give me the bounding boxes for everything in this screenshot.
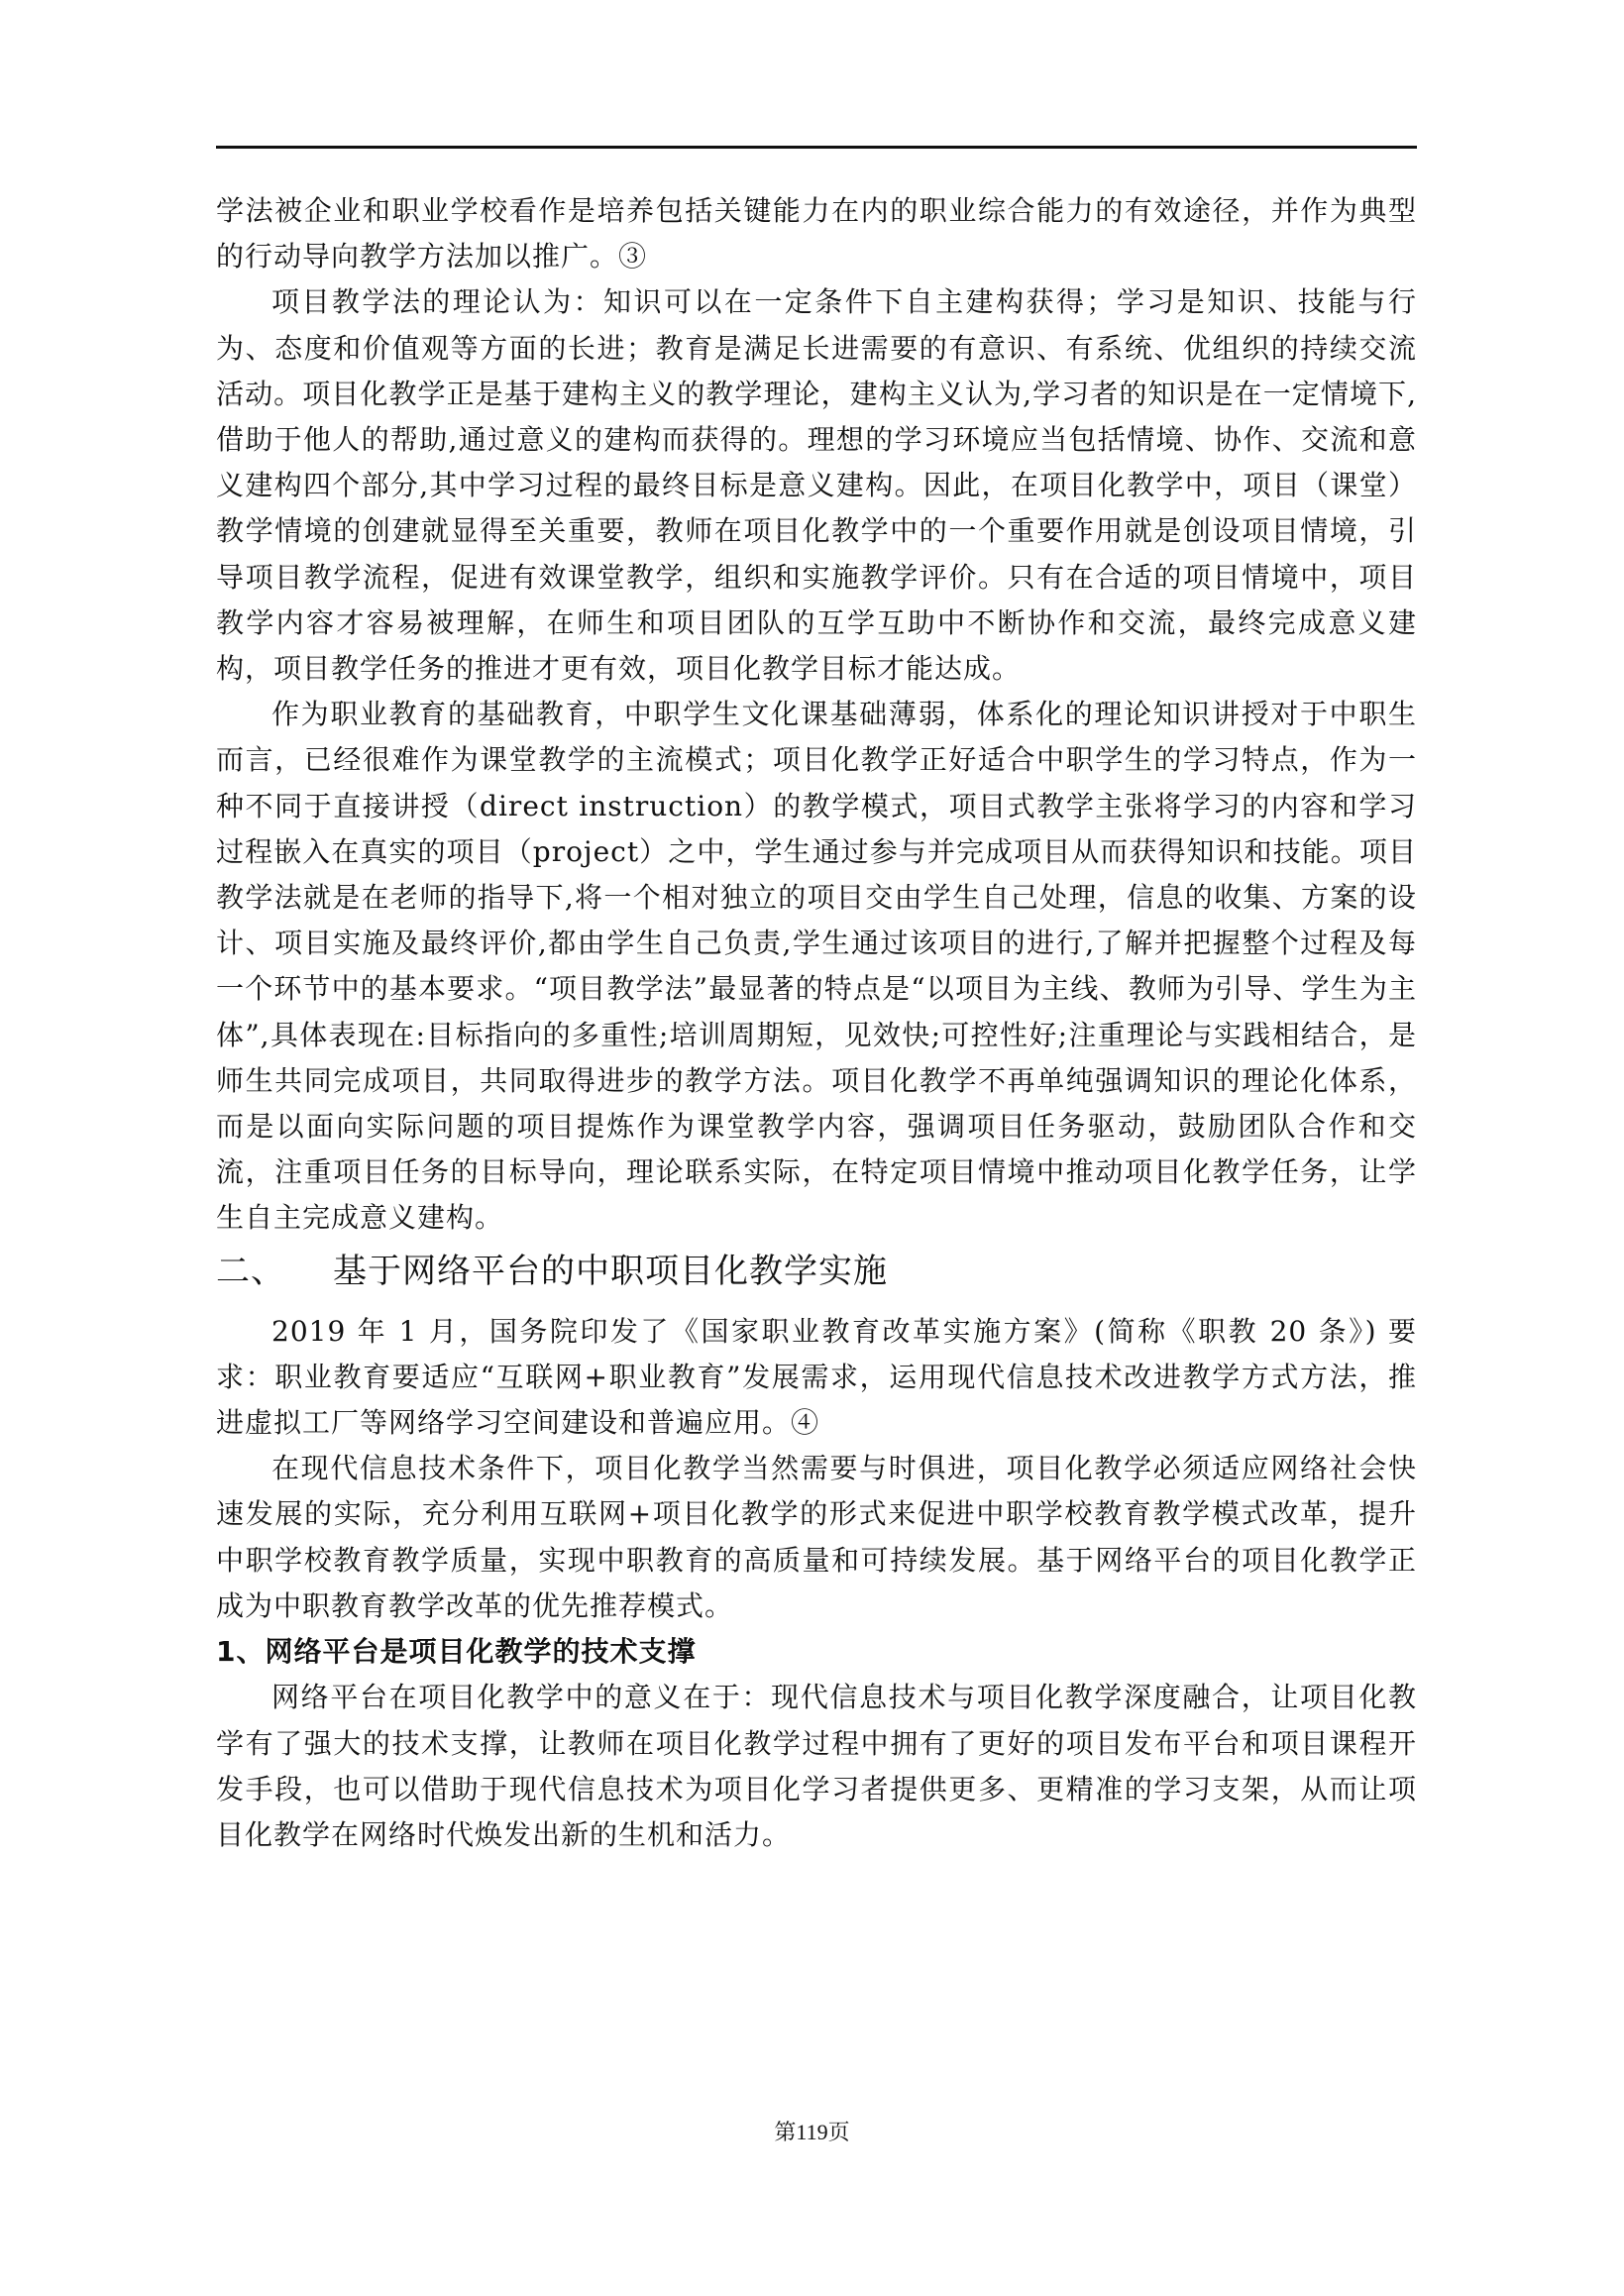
paragraph-modern-tech: 在现代信息技术条件下，项目化教学当然需要与时俱进，项目化教学必须适应网络社会快速发展的实际，充分利用互联网+项目化教学的形式来促进中职学校教育教学模式改革，提升中职学校教育教学质量，实现中职教育的高质量和可持续发展。基于网络平台的项目化教学正成为中职教育教学改革的优先推荐模式。	[216, 1452, 1417, 1622]
paragraph-policy: 2019 年 1 月，国务院印发了《国家职业教育改革实施方案》(简称《职教 20 条》) 要求：职业教育要适应“互联网+职业教育”发展需求，运用现代信息技术改进教学方式方法，推进虚拟工厂等网络学习空间建设和普遍应用。④	[216, 1314, 1417, 1440]
section-title: 基于网络平台的中职项目化教学实施	[333, 1251, 888, 1291]
subsection-heading: 1、网络平台是项目化教学的技术支撑	[216, 1635, 697, 1669]
page-number: 第119页	[774, 2120, 850, 2144]
header-rule	[216, 146, 1417, 149]
section-heading	[216, 1248, 1417, 1295]
paragraph-vocational: 作为职业教育的基础教育，中职学生文化课基础薄弱，体系化的理论知识讲授对于中职生而言，已经很难作为课堂教学的主流模式；项目化教学正好适合中职学生的学习特点，作为一种不同于直接讲授（direct instruction）的教学模式，项目式教学主张将学习的内容和学习过程嵌入在真实的项目（project）之中，学生通过参与并完成项目从而获得知识和技能。项目教学法就是在老师的指导下,将一个相对独立的项目交由学生自己处理，信息的收集、方案的设计、项目实施及最终评价,都由学生自己负责,学生通过该项目的进行,了解并把握整个过程及每一个环节中的基本要求。“项目教学法”最显著的特点是“以项目为主线、教师为引导、学生为主体”,具体表现在:目标指向的多重性;培训周期短，见效快;可控性好;注重理论与实践相结合，是师生共同完成项目，共同取得进步的教学方法。项目化教学不再单纯强调知识的理论化体系，而是以面向实际问题的项目提炼作为课堂教学内容，强调项目任务驱动，鼓励团队合作和交流，注重项目任务的目标导向，理论联系实际，在特定项目情境中推动项目化教学任务，让学生自主完成意义建构。	[216, 698, 1417, 1235]
paragraph-platform: 网络平台在项目化教学中的意义在于：现代信息技术与项目化教学深度融合，让项目化教学有了强大的技术支撑，让教师在项目化教学过程中拥有了更好的项目发布平台和项目课程开发手段，也可以借助于现代信息技术为项目化学习者提供更多、更精准的学习支架，从而让项目化教学在网络时代焕发出新的生机和活力。	[216, 1681, 1417, 1851]
page-content	[216, 188, 1417, 1858]
section-number: 二、	[216, 1251, 285, 1291]
paragraph-theory: 项目教学法的理论认为：知识可以在一定条件下自主建构获得；学习是知识、技能与行为、态度和价值观等方面的长进；教育是满足长进需要的有意识、有系统、优组织的持续交流活动。项目化教学正是基于建构主义的教学理论，建构主义认为,学习者的知识是在一定情境下,借助于他人的帮助,通过意义的建构而获得的。理想的学习环境应当包括情境、协作、交流和意义建构四个部分,其中学习过程的最终目标是意义建构。因此，在项目化教学中，项目（课堂）教学情境的创建就显得至关重要，教师在项目化教学中的一个重要作用就是创设项目情境，引导项目教学流程，促进有效课堂教学，组织和实施教学评价。只有在合适的项目情境中，项目教学内容才容易被理解，在师生和项目团队的互学互助中不断协作和交流，最终完成意义建构，项目教学任务的推进才更有效，项目化教学目标才能达成。	[216, 285, 1417, 686]
paragraph-continued: 学法被企业和职业学校看作是培养包括关键能力在内的职业综合能力的有效途径，并作为典型的行动导向教学方法加以推广。③	[216, 194, 1417, 273]
